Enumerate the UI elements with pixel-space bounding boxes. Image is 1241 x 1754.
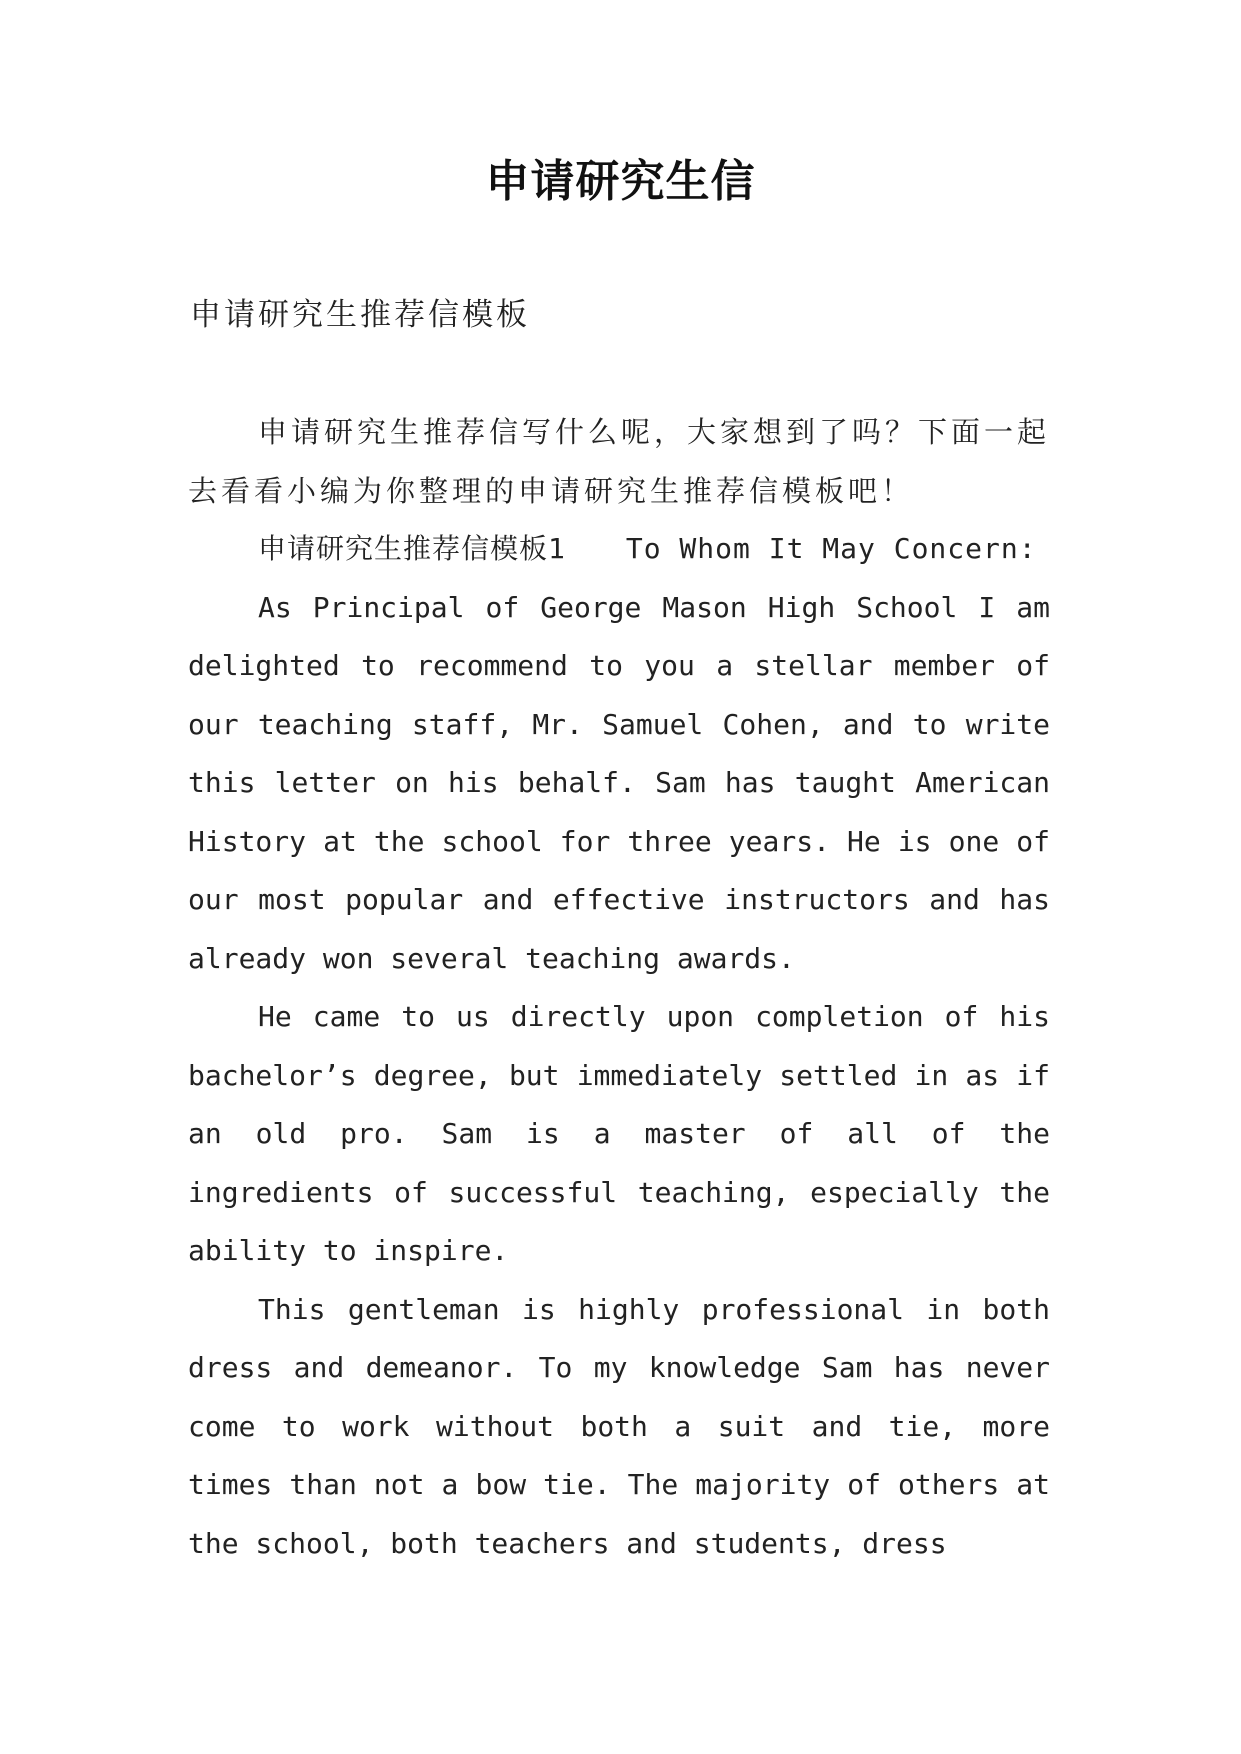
body-paragraph: This gentleman is highly professional in both dress and demeanor. To my knowledge Sam has never come to work without both a suit and tie, more times than not a bow tie. The majority of others at the school, both teachers and students, dress <box>188 1292 1050 1560</box>
body-paragraph: As Principal of George Mason High School I am delighted to recommend to you a stellar member of our teaching staff, Mr. Samuel Cohen, and to write this letter on his behalf. Sam has taught American History at the school for three years. He is one of our most popular and effective instructors and has already won several teaching awards. <box>188 590 1050 975</box>
body-paragraph: He came to us directly upon completion of his bachelor’s degree, but immediately settled in as if an old pro. Sam is a master of all of the ingredients of successful teaching, especially the ability to inspire. <box>188 1000 1050 1267</box>
template-heading-line <box>188 520 1050 579</box>
intro-paragraph: 申请研究生推荐信写什么呢，大家想到了吗？下面一起去看看小编为你整理的申请研究生推荐信模板吧！ <box>188 415 1051 508</box>
document-body <box>188 403 1050 1573</box>
document-title: 申请研究生信 <box>485 156 756 207</box>
template-heading: 申请研究生推荐信模板1 <box>258 532 566 565</box>
salutation: To Whom It May Concern: <box>625 532 1037 565</box>
document-subtitle: 申请研究生推荐信模板 <box>190 297 530 333</box>
